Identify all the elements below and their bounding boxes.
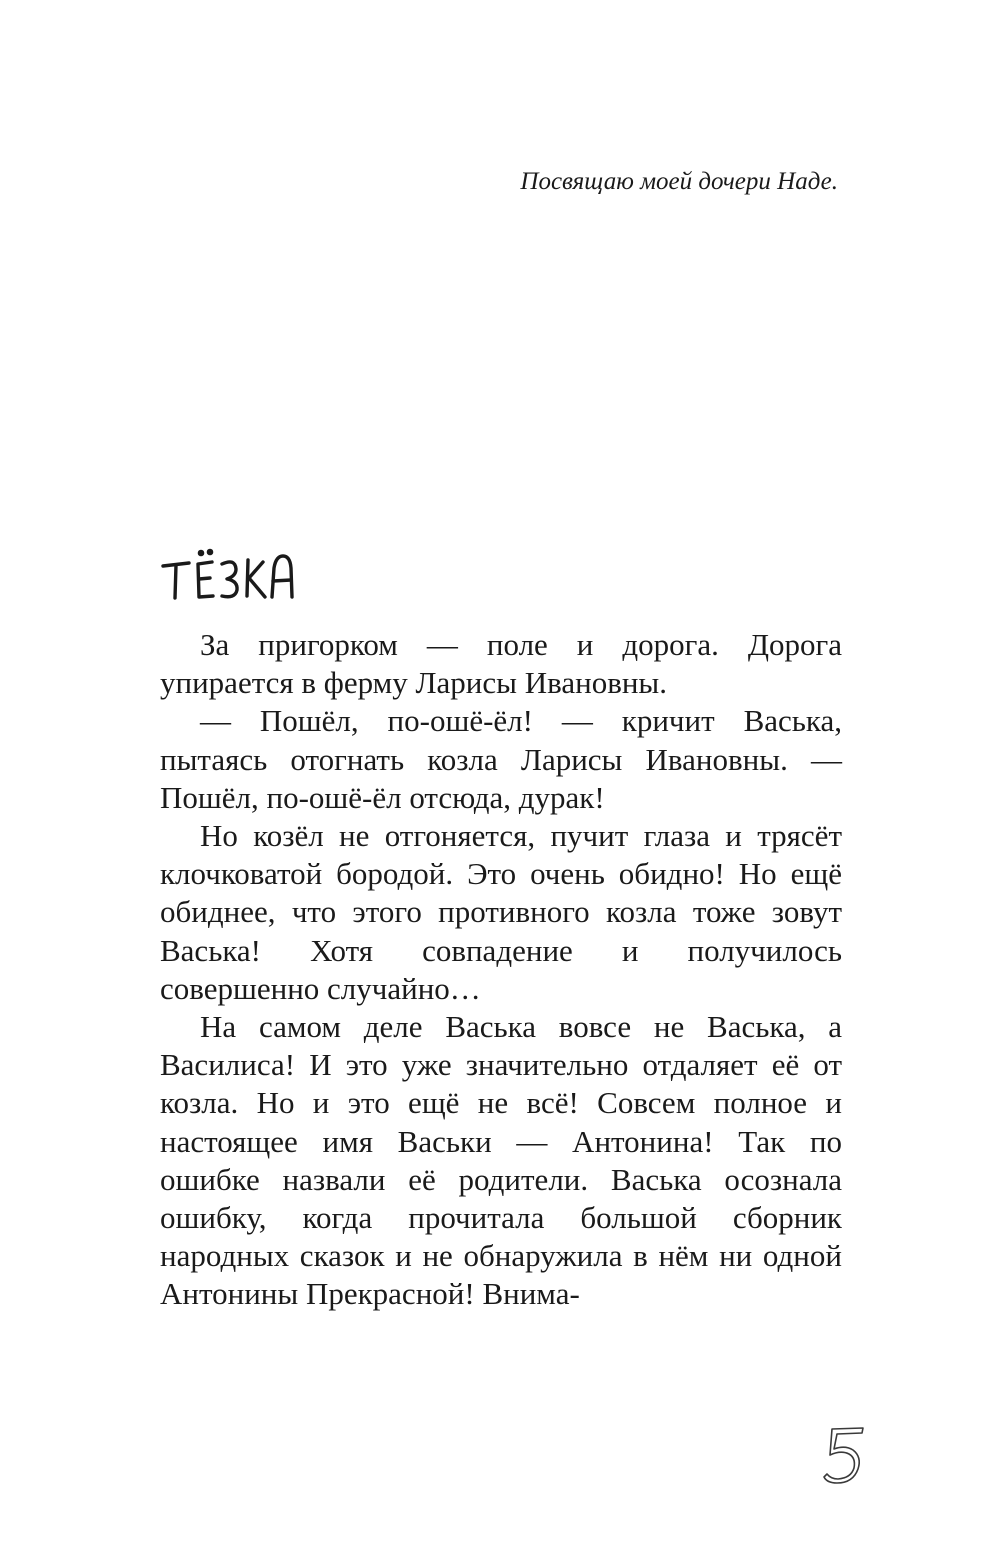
paragraph: Но козёл не отгоняется, пучит глаза и трясёт клочковатой бородой. Это очень обидно! Но ещё обиднее, что этого противного козла тоже зовут Васька! Хотя совпадение и получилось совершенно случайно… [160, 818, 842, 1006]
page-number [818, 1424, 868, 1486]
page-number-glyph [818, 1424, 868, 1486]
chapter-title-lettering [160, 538, 360, 608]
chapter-title [160, 538, 360, 608]
chapter-text [160, 626, 842, 1314]
paragraph: За пригорком — поле и дорога. Дорога упирается в ферму Ларисы Ивановны. [160, 627, 842, 701]
dedication: Посвящаю моей дочери Наде. [520, 168, 838, 195]
paragraph: — Пошёл, по-ошё-ёл! — кричит Васька, пытаясь отогнать козла Ларисы Ивановны. — Пошёл, по-ошё-ёл отсюда, дурак! [160, 703, 842, 815]
paragraph: На самом деле Васька вовсе не Васька, а Василиса! И это уже значительно отдаляет её от козла. Но и это ещё не всё! Совсем полное и настоящее имя Васьки — Антонина! Так по ошибке назвали её родители. Васька осознала ошибку, когда прочитала большой сборник народных сказок и не обнаружила в нём ни одной Антонины Прекрасной! Внима- [160, 1009, 842, 1312]
